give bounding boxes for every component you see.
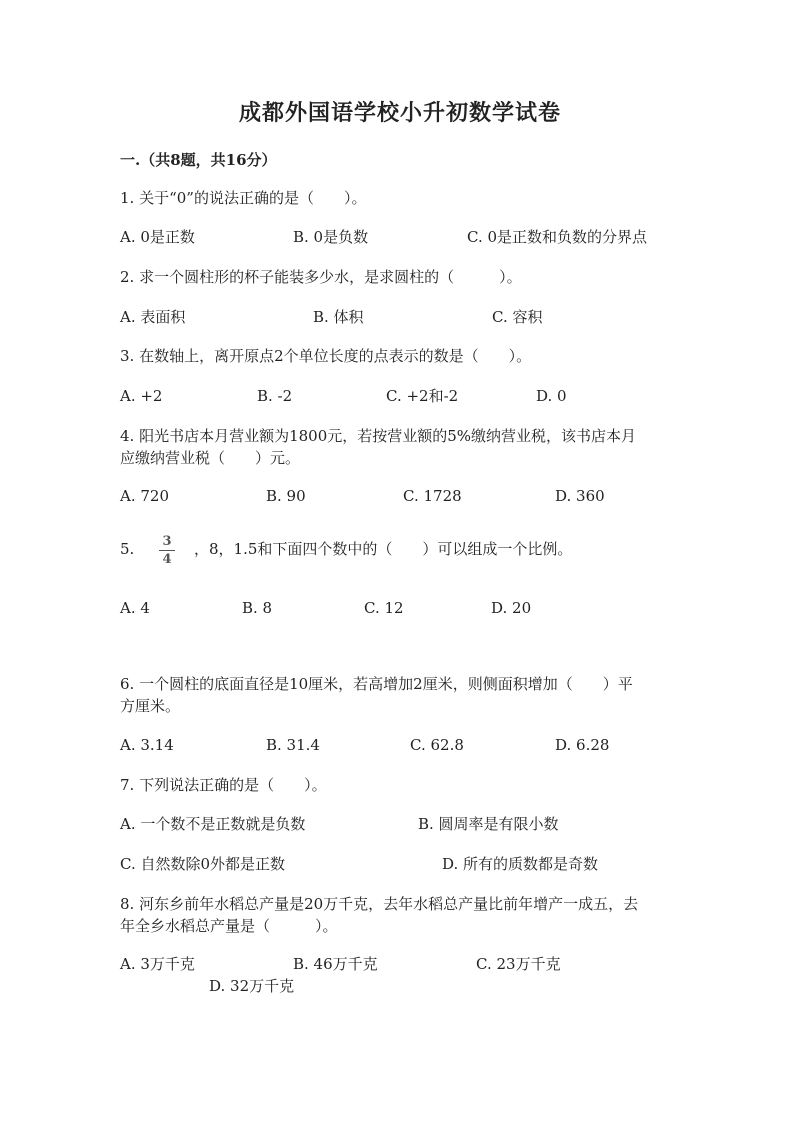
fraction-bar (159, 550, 175, 551)
question-5-option-d: D. 20 (491, 599, 532, 617)
fraction-denominator: 4 (162, 552, 172, 567)
question-8-option-d: D. 32万千克 (209, 977, 295, 995)
question-4-text-line-2: 应缴纳营业税（ ）元。 (120, 449, 301, 467)
question-6-text-line-1: 6. 一个圆柱的底面直径是10厘米，若高增加2厘米，则侧面积增加（ ）平 (120, 675, 633, 693)
question-6-option-a: A. 3.14 (120, 736, 174, 754)
question-7-text: 7. 下列说法正确的是（ ）。 (120, 776, 327, 794)
question-8-option-a: A. 3万千克 (120, 955, 195, 973)
question-5-option-b: B. 8 (242, 599, 273, 617)
question-7-option-d: D. 所有的质数都是奇数 (442, 855, 599, 873)
question-2-text: 2. 求一个圆柱形的杯子能装多少水，是求圆柱的（ ）。 (120, 268, 522, 286)
question-4-option-b: B. 90 (266, 487, 306, 505)
question-3-option-d: D. 0 (536, 387, 567, 405)
page-title: 成都外国语学校小升初数学试卷 (238, 100, 561, 126)
question-2-option-a: A. 表面积 (120, 308, 186, 326)
question-4-text-line-1: 4. 阳光书店本月营业额为1800元，若按营业额的5%缴纳营业税，该书店本月 (120, 427, 637, 445)
question-1-option-a: A. 0是正数 (120, 228, 195, 246)
question-1-option-c: C. 0是正数和负数的分界点 (467, 228, 648, 246)
question-4-option-d: D. 360 (555, 487, 605, 505)
question-2-option-b: B. 体积 (313, 308, 364, 326)
question-3-option-c: C. +2和-2 (386, 387, 459, 405)
question-6-text-line-2: 方厘米。 (120, 697, 181, 715)
fraction-numerator: 3 (162, 534, 172, 549)
question-6-option-c: C. 62.8 (410, 736, 464, 754)
question-3-option-a: A. +2 (120, 387, 163, 405)
question-3-text: 3. 在数轴上，离开原点2个单位长度的点表示的数是（ ）。 (120, 347, 532, 365)
question-5-text: ，8，1.5和下面四个数中的（ ）可以组成一个比例。 (194, 540, 573, 558)
question-4-option-c: C. 1728 (403, 487, 462, 505)
question-5-option-a: A. 4 (120, 599, 150, 617)
question-8-option-b: B. 46万千克 (293, 955, 378, 973)
question-8-text-line-1: 8. 河东乡前年水稻总产量是20万千克，去年水稻总产量比前年增产一成五，去 (120, 895, 639, 913)
question-1-text: 1. 关于“0”的说法正确的是（ ）。 (120, 189, 367, 207)
section-heading: 一.（共8题，共16分） (120, 151, 277, 169)
question-4-option-a: A. 720 (120, 487, 169, 505)
question-8-option-c: C. 23万千克 (476, 955, 561, 973)
question-2-option-c: C. 容积 (492, 308, 543, 326)
fraction-three-quarters (157, 535, 177, 567)
question-3-option-b: B. -2 (257, 387, 293, 405)
question-5-number: 5. (120, 540, 135, 558)
question-7-option-a: A. 一个数不是正数就是负数 (120, 815, 306, 833)
question-8-text-line-2: 年全乡水稻总产量是（ ）。 (120, 917, 338, 935)
question-6-option-d: D. 6.28 (555, 736, 610, 754)
question-1-option-b: B. 0是负数 (293, 228, 369, 246)
question-5-option-c: C. 12 (364, 599, 404, 617)
question-7-option-b: B. 圆周率是有限小数 (418, 815, 559, 833)
question-6-option-b: B. 31.4 (266, 736, 320, 754)
question-7-option-c: C. 自然数除0外都是正数 (120, 855, 286, 873)
